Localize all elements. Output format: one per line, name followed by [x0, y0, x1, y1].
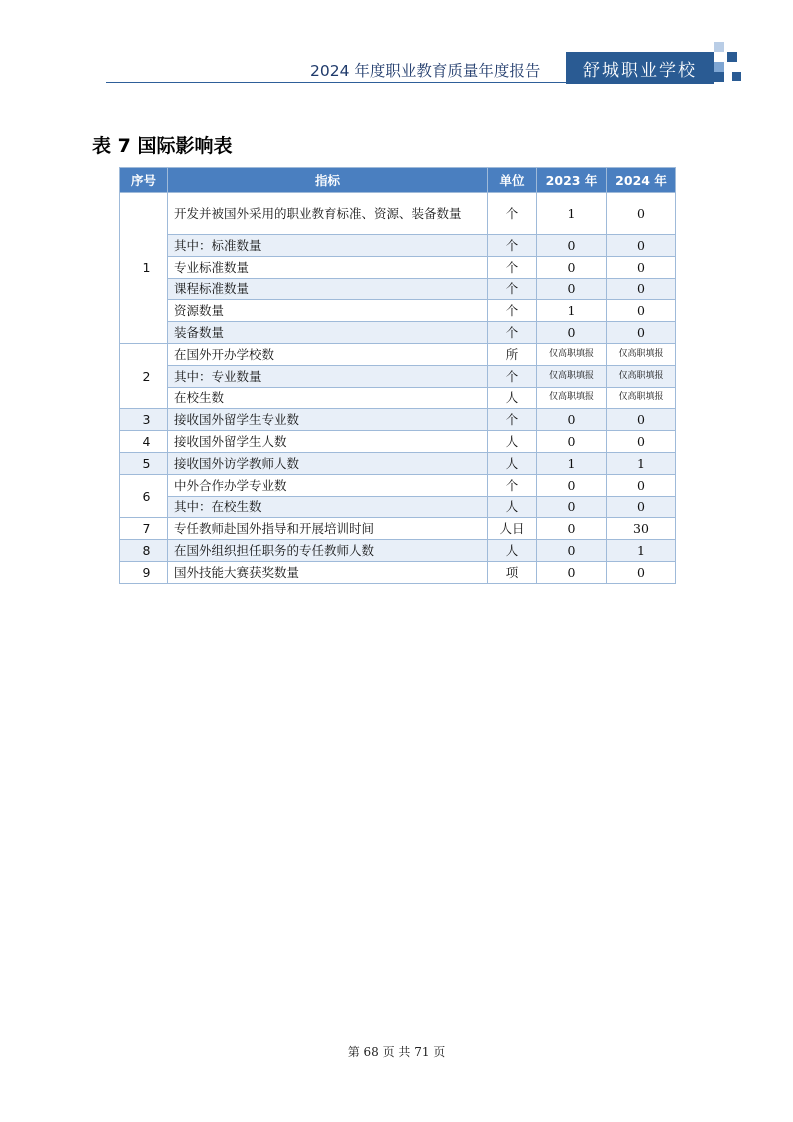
indicator-cell: 接收国外访学教师人数 — [168, 452, 488, 474]
deco-square — [714, 42, 724, 52]
report-title: 2024 年度职业教育质量年度报告 — [310, 62, 541, 80]
table-header-row — [120, 168, 676, 193]
international-influence-table — [119, 167, 676, 584]
unit-cell: 个 — [488, 409, 537, 431]
unit-cell: 个 — [488, 235, 537, 257]
table-row — [120, 452, 676, 474]
indicator-cell: 专任教师赴国外指导和开展培训时间 — [168, 518, 488, 540]
table-row — [120, 431, 676, 453]
value-2023-cell: 0 — [537, 496, 607, 518]
value-2024-cell: 0 — [607, 278, 676, 300]
table-row — [120, 387, 676, 409]
seq-cell: 3 — [120, 409, 168, 431]
unit-cell: 个 — [488, 256, 537, 278]
indicator-cell: 资源数量 — [168, 300, 488, 322]
value-2024-cell: 仅高职填报 — [607, 387, 676, 409]
value-2024-cell: 仅高职填报 — [607, 365, 676, 387]
unit-cell: 人 — [488, 496, 537, 518]
value-2024-cell: 0 — [607, 256, 676, 278]
unit-cell: 人 — [488, 431, 537, 453]
unit-cell: 所 — [488, 343, 537, 365]
value-2024-cell: 1 — [607, 452, 676, 474]
indicator-cell: 开发并被国外采用的职业教育标准、资源、装备数量 — [168, 193, 488, 235]
seq-cell: 7 — [120, 518, 168, 540]
table-row — [120, 278, 676, 300]
value-2024-cell: 30 — [607, 518, 676, 540]
unit-cell: 人日 — [488, 518, 537, 540]
header-rule — [106, 82, 566, 83]
column-header: 指标 — [168, 168, 488, 193]
value-2024-cell: 0 — [607, 474, 676, 496]
table-row — [120, 256, 676, 278]
value-2023-cell: 0 — [537, 474, 607, 496]
value-2024-cell: 0 — [607, 561, 676, 583]
value-2023-cell: 仅高职填报 — [537, 343, 607, 365]
seq-cell: 9 — [120, 561, 168, 583]
table-body — [120, 193, 676, 584]
indicator-cell: 其中：标准数量 — [168, 235, 488, 257]
table-row — [120, 409, 676, 431]
value-2023-cell: 0 — [537, 278, 607, 300]
value-2023-cell: 1 — [537, 193, 607, 235]
column-header: 序号 — [120, 168, 168, 193]
value-2023-cell: 0 — [537, 409, 607, 431]
value-2024-cell: 0 — [607, 235, 676, 257]
indicator-cell: 接收国外留学生专业数 — [168, 409, 488, 431]
unit-cell: 人 — [488, 452, 537, 474]
deco-square — [727, 52, 737, 62]
column-header: 单位 — [488, 168, 537, 193]
value-2023-cell: 0 — [537, 322, 607, 344]
indicator-cell: 中外合作办学专业数 — [168, 474, 488, 496]
value-2023-cell: 0 — [537, 256, 607, 278]
value-2023-cell: 仅高职填报 — [537, 365, 607, 387]
value-2024-cell: 1 — [607, 540, 676, 562]
seq-cell: 1 — [120, 193, 168, 344]
value-2023-cell: 0 — [537, 431, 607, 453]
unit-cell: 个 — [488, 278, 537, 300]
value-2024-cell: 0 — [607, 300, 676, 322]
page-footer: 第 68 页 共 71 页 — [347, 1045, 446, 1059]
table-row — [120, 540, 676, 562]
value-2024-cell: 0 — [607, 496, 676, 518]
indicator-cell: 国外技能大赛获奖数量 — [168, 561, 488, 583]
seq-cell: 6 — [120, 474, 168, 518]
unit-cell: 个 — [488, 193, 537, 235]
table-row — [120, 193, 676, 235]
table-row — [120, 300, 676, 322]
indicator-cell: 其中：在校生数 — [168, 496, 488, 518]
indicator-cell: 接收国外留学生人数 — [168, 431, 488, 453]
value-2024-cell: 仅高职填报 — [607, 343, 676, 365]
unit-cell: 人 — [488, 387, 537, 409]
value-2024-cell: 0 — [607, 193, 676, 235]
seq-cell: 2 — [120, 343, 168, 408]
indicator-cell: 课程标准数量 — [168, 278, 488, 300]
value-2023-cell: 0 — [537, 540, 607, 562]
column-header: 2024 年 — [607, 168, 676, 193]
table-row — [120, 496, 676, 518]
value-2023-cell: 0 — [537, 561, 607, 583]
value-2023-cell: 0 — [537, 235, 607, 257]
indicator-cell: 其中：专业数量 — [168, 365, 488, 387]
table-row — [120, 518, 676, 540]
table-row — [120, 365, 676, 387]
deco-square — [714, 62, 724, 72]
value-2024-cell: 0 — [607, 409, 676, 431]
unit-cell: 个 — [488, 322, 537, 344]
school-name-badge: 舒城职业学校 — [566, 52, 714, 84]
table-row — [120, 235, 676, 257]
table-caption: 表 7 国际影响表 — [92, 135, 233, 157]
unit-cell: 人 — [488, 540, 537, 562]
deco-square — [714, 72, 724, 82]
indicator-cell: 装备数量 — [168, 322, 488, 344]
value-2023-cell: 仅高职填报 — [537, 387, 607, 409]
indicator-cell: 专业标准数量 — [168, 256, 488, 278]
indicator-cell: 在国外开办学校数 — [168, 343, 488, 365]
indicator-cell: 在国外组织担任职务的专任教师人数 — [168, 540, 488, 562]
unit-cell: 个 — [488, 300, 537, 322]
unit-cell: 个 — [488, 474, 537, 496]
unit-cell: 项 — [488, 561, 537, 583]
indicator-cell: 在校生数 — [168, 387, 488, 409]
seq-cell: 4 — [120, 431, 168, 453]
value-2024-cell: 0 — [607, 431, 676, 453]
deco-square — [732, 72, 741, 81]
table-row — [120, 322, 676, 344]
column-header: 2023 年 — [537, 168, 607, 193]
unit-cell: 个 — [488, 365, 537, 387]
value-2023-cell: 1 — [537, 300, 607, 322]
seq-cell: 8 — [120, 540, 168, 562]
value-2023-cell: 0 — [537, 518, 607, 540]
value-2023-cell: 1 — [537, 452, 607, 474]
table-row — [120, 561, 676, 583]
seq-cell: 5 — [120, 452, 168, 474]
table-row — [120, 343, 676, 365]
value-2024-cell: 0 — [607, 322, 676, 344]
table-row — [120, 474, 676, 496]
